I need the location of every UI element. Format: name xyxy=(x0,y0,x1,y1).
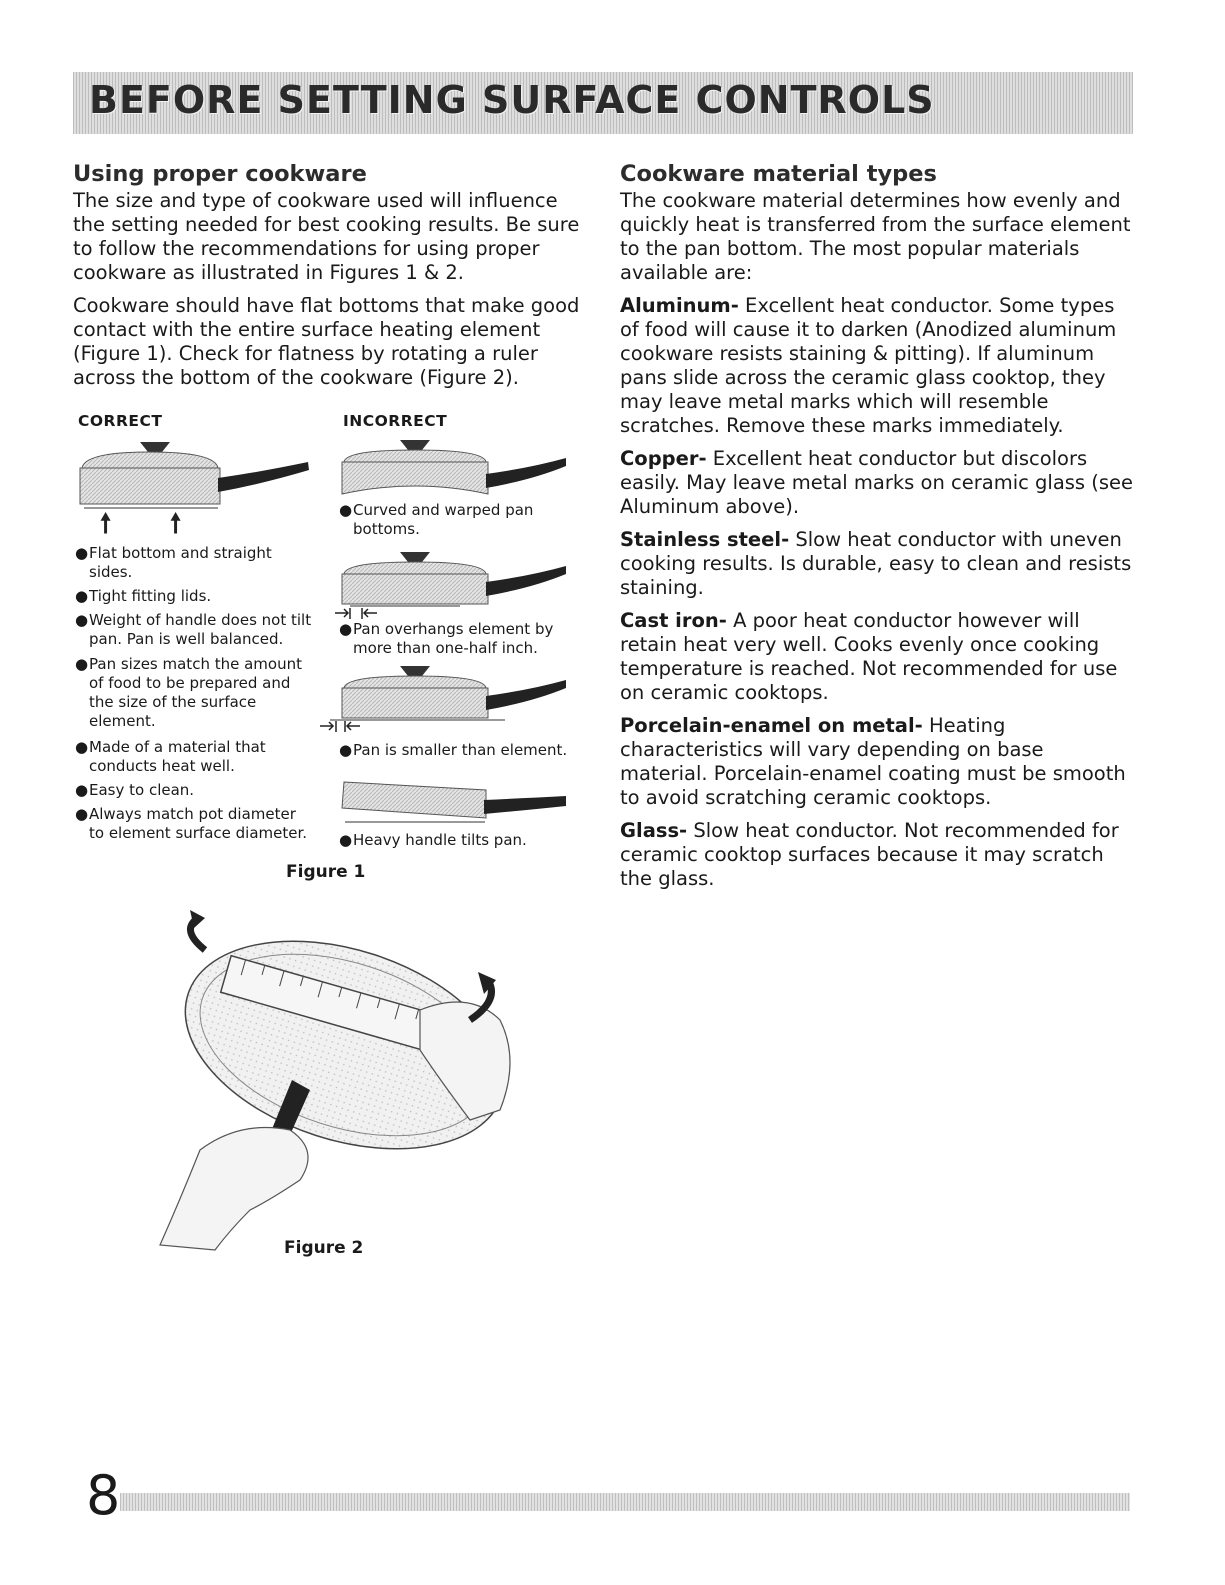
section-heading-material-types: Cookware material types xyxy=(620,161,937,187)
material-description: A poor heat conductor however will retain heat very well. Cooks evenly once cooking temperature is reached. Not recommended for use on ceramic cooktops. xyxy=(620,609,1118,704)
paragraph: The size and type of cookware used will influence the setting needed for best cooking results. Be sure to follow the recommendations for using proper cookware as illustrated in Figures 1 & 2. xyxy=(73,189,580,284)
figure2-caption: Figure 2 xyxy=(284,1238,364,1258)
incorrect-label: INCORRECT xyxy=(343,412,448,430)
footer-bar xyxy=(120,1493,1130,1511)
page-title: BEFORE SETTING SURFACE CONTROLS xyxy=(89,78,935,122)
paragraph: Cookware should have flat bottoms that make good contact with the entire surface heating element (Figure 1). Check for flatness by rotating a ruler across the bottom of the cookware (Figure 2). xyxy=(73,294,580,389)
material-description: Excellent heat conductor. Some types of food will cause it to darken (Anodized aluminum cookware resists staining & pitting). If aluminum pans slide across the ceramic glass cooktop, they may leave metal marks which will resemble scratches. Remove these marks immediately. xyxy=(620,294,1117,437)
list-item: ● Weight of handle does not tilt pan. Pan is well balanced. xyxy=(75,611,312,648)
material-term: Glass- xyxy=(620,819,688,842)
list-item: ● Flat bottom and straight sides. xyxy=(75,544,272,581)
material-term: Aluminum- xyxy=(620,294,739,317)
up-arrow-icon: 🠕 xyxy=(100,509,112,539)
material-term: Cast iron- xyxy=(620,609,727,632)
material-term: Stainless steel- xyxy=(620,528,790,551)
material-term: Porcelain-enamel on metal- xyxy=(620,714,923,737)
material-description: Heating characteristics will vary depending on base material. Porcelain-enamel coating must be smooth to avoid scratching ceramic cooktops. xyxy=(620,714,1126,809)
list-item: ● Tight fitting lids. xyxy=(75,587,212,605)
list-item: ● Always match pot diameter to element surface diameter. xyxy=(75,805,308,842)
material-description: Excellent heat conductor but discolors easily. May leave metal marks on ceramic glass (see Aluminum above). xyxy=(620,447,1134,518)
section-heading-proper-cookware: Using proper cookware xyxy=(73,161,367,187)
material-description: Slow heat conductor. Not recommended for ceramic cooktop surfaces because it may scratch the glass. xyxy=(620,819,1119,890)
material-description: Slow heat conductor with uneven cooking results. Is durable, easy to clean and resists staining. xyxy=(620,528,1132,599)
list-item: ● Pan sizes match the amount of food to be prepared and the size of the surface element. xyxy=(75,655,302,730)
list-item: ● Made of a material that conducts heat well. xyxy=(75,738,266,775)
up-arrow-icon: 🠕 xyxy=(170,509,182,539)
list-item: ● Curved and warped pan bottoms. xyxy=(339,501,534,538)
paragraph: The cookware material determines how evenly and quickly heat is transferred from the surface element to the pan bottom. The most popular materials available are: xyxy=(620,189,1131,284)
list-item: ● Easy to clean. xyxy=(75,781,195,799)
figure1-caption: Figure 1 xyxy=(286,862,366,882)
material-term: Copper- xyxy=(620,447,707,470)
left-hand-image xyxy=(160,1128,308,1251)
correct-label: CORRECT xyxy=(78,412,163,430)
list-item: ● Pan overhangs element by more than one-half inch. xyxy=(339,620,554,657)
list-item: ● Pan is smaller than element. xyxy=(339,741,568,759)
list-item: ● Heavy handle tilts pan. xyxy=(339,831,527,849)
page-number: 8 xyxy=(86,1464,121,1527)
